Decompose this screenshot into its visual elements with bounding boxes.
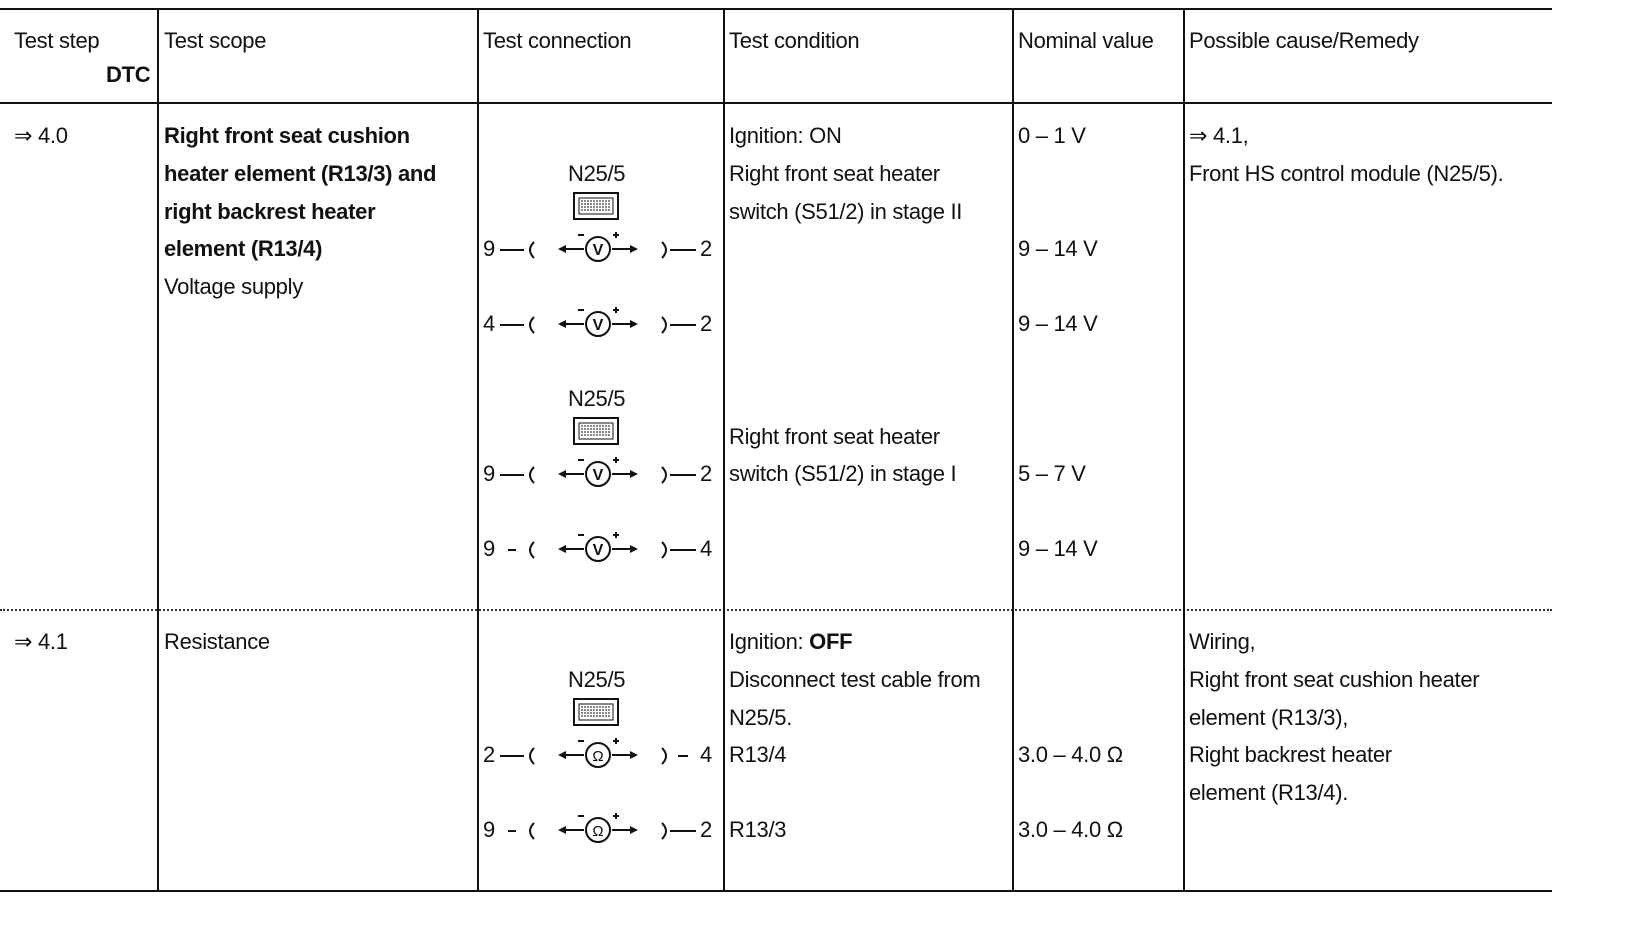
- cause-line: element (R13/4).: [1189, 780, 1349, 805]
- bottom-border: [0, 890, 1552, 892]
- cause-line: ⇒ 4.1,: [1189, 123, 1249, 148]
- control-module-icon: [572, 416, 620, 446]
- connector-left-icon: [498, 740, 550, 770]
- step-4-1: ⇒ 4.1: [14, 629, 68, 654]
- header-test-scope: Test scope: [164, 28, 267, 53]
- nominal-value: 0 – 1 V: [1018, 123, 1086, 148]
- header-divider: [0, 102, 1552, 104]
- pin-right: 2: [700, 817, 713, 842]
- header-nominal-value: Nominal value: [1018, 28, 1154, 53]
- voltmeter-icon: [556, 229, 640, 265]
- col-divider-2: [477, 8, 479, 892]
- condition-line: R13/3: [729, 817, 787, 842]
- meter-symbol: V: [592, 542, 604, 559]
- condition-line: switch (S51/2) in stage I: [729, 461, 957, 486]
- header-dtc: DTC: [106, 62, 151, 87]
- meter-symbol: V: [592, 317, 604, 334]
- nominal-value: 9 – 14 V: [1018, 536, 1098, 561]
- condition-line: Right front seat heater: [729, 161, 940, 186]
- connector-left-icon: [498, 234, 550, 264]
- pin-left: 4: [483, 311, 496, 336]
- control-module-icon: [572, 697, 620, 727]
- col-divider-3: [723, 8, 725, 892]
- meter-symbol: Ω: [592, 748, 604, 765]
- header-possible-cause: Possible cause/Remedy: [1189, 28, 1419, 53]
- top-border: [0, 8, 1552, 10]
- nominal-value: 3.0 – 4.0 Ω: [1018, 817, 1123, 842]
- voltmeter-icon: [556, 454, 640, 490]
- condition-line: Disconnect test cable from: [729, 667, 981, 692]
- condition-line: N25/5.: [729, 705, 793, 730]
- voltmeter-icon: [556, 304, 640, 340]
- condition-ignition-off: [729, 629, 852, 655]
- step-4-0: ⇒ 4.0: [14, 123, 68, 148]
- condition-prefix: Ignition:: [729, 629, 810, 654]
- cause-line: Wiring,: [1189, 629, 1256, 654]
- pin-left: 9: [483, 817, 496, 842]
- module-label: N25/5: [568, 667, 626, 692]
- row-divider: [0, 609, 1552, 611]
- header-test-condition: Test condition: [729, 28, 860, 53]
- connector-left-icon: [498, 309, 550, 339]
- condition-line: R13/4: [729, 742, 787, 767]
- connector-left-icon: [498, 459, 550, 489]
- scope-voltage-supply: Voltage supply: [164, 274, 303, 299]
- scope-resistance: Resistance: [164, 629, 270, 654]
- nominal-value: 5 – 7 V: [1018, 461, 1086, 486]
- nominal-value: 9 – 14 V: [1018, 311, 1098, 336]
- pin-left: 9: [483, 536, 496, 561]
- voltmeter-icon: [556, 529, 640, 565]
- scope-line-2: heater element (R13/3) and: [164, 161, 437, 186]
- col-divider-4: [1012, 8, 1014, 892]
- pin-right: 4: [700, 742, 713, 767]
- condition-line: switch (S51/2) in stage II: [729, 199, 963, 224]
- cause-line: Right front seat cushion heater: [1189, 667, 1480, 692]
- nominal-value: 3.0 – 4.0 Ω: [1018, 742, 1123, 767]
- cause-line: Front HS control module (N25/5).: [1189, 161, 1504, 186]
- col-divider-5: [1183, 8, 1185, 892]
- cause-line: Right backrest heater: [1189, 742, 1392, 767]
- meter-symbol: V: [592, 467, 604, 484]
- condition-ignition-on: Ignition: ON: [729, 123, 842, 148]
- header-test-connection: Test connection: [483, 28, 632, 53]
- connector-left-icon: [498, 815, 550, 845]
- nominal-value: 9 – 14 V: [1018, 236, 1098, 261]
- scope-line-4: element (R13/4): [164, 236, 323, 261]
- condition-off: OFF: [809, 629, 853, 654]
- scope-line-3: right backrest heater: [164, 199, 376, 224]
- ohmmeter-icon: [556, 735, 640, 771]
- pin-right: 2: [700, 311, 713, 336]
- module-label: N25/5: [568, 161, 626, 186]
- pin-right: 4: [700, 536, 713, 561]
- control-module-icon: [572, 191, 620, 221]
- cause-line: element (R13/3),: [1189, 705, 1349, 730]
- condition-line: Right front seat heater: [729, 424, 940, 449]
- pin-left: 2: [483, 742, 496, 767]
- connector-left-icon: [498, 534, 550, 564]
- ohmmeter-icon: [556, 810, 640, 846]
- pin-right: 2: [700, 461, 713, 486]
- pin-left: 9: [483, 461, 496, 486]
- pin-left: 9: [483, 236, 496, 261]
- scope-line-1: Right front seat cushion: [164, 123, 410, 148]
- meter-symbol: Ω: [592, 823, 604, 840]
- meter-symbol: V: [592, 242, 604, 259]
- col-divider-1: [157, 8, 159, 892]
- header-test-step: Test step: [14, 28, 100, 53]
- module-label: N25/5: [568, 386, 626, 411]
- pin-right: 2: [700, 236, 713, 261]
